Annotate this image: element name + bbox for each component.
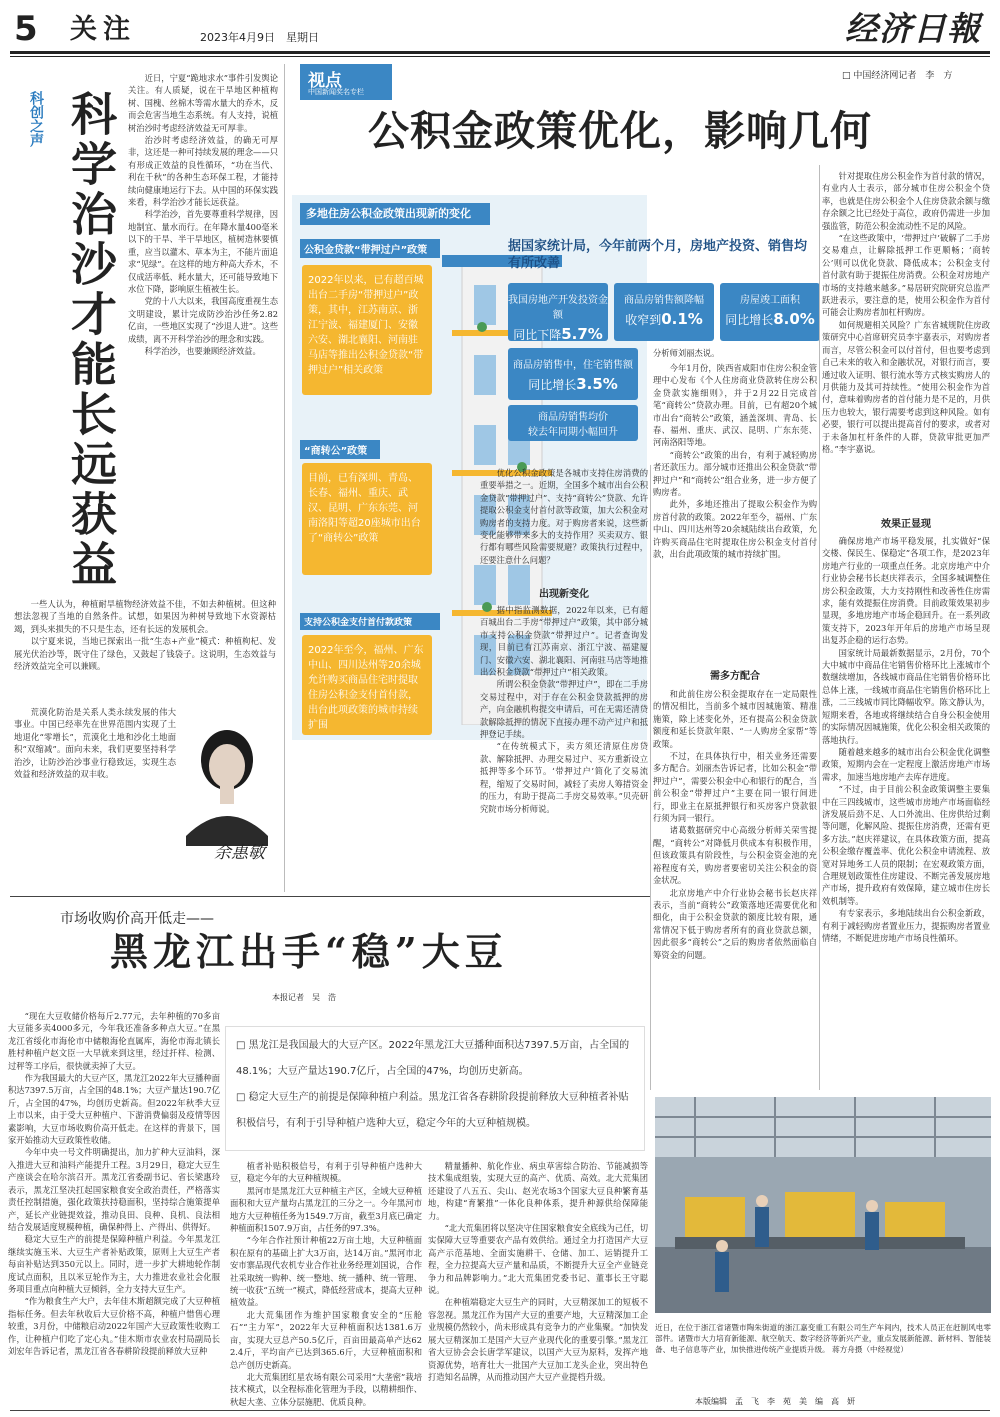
policy-author: □ 中国经济网记者 李 方 [842, 71, 953, 81]
paragraph: 所谓公积金贷款“带押过户”，即在二手房交易过程中，对于存在公积金贷款抵押的房产，向金融机构提交申请后，可在无需还清贷款解除抵押的情况下直接办理不动产过户和抵押登记手续。 [480, 679, 648, 740]
paragraph: 科学治沙，也要兼顾经济效益。 [144, 345, 261, 356]
photo-credit: 蒋方舟摄（中经视觉） [832, 1345, 909, 1354]
stat-label: 房屋竣工面积 [740, 295, 800, 306]
info-section-text: 目前，已有深圳、青岛、长春、福州、重庆、武汉、昆明、广东东莞、河南洛阳等超20座城市出台了“商转公”政策 [302, 463, 432, 575]
stat-change: 较去年同期小幅回升 [528, 427, 618, 438]
paragraph: 确保房地产市场平稳发展，扎实做好“保交楼、保民生、保稳定”各项工作，是2023年房地产行业的一项重点任务。北京房地产中介行业协会秘书长赵庆祥表示，全国多城调整住房公积金政策，大力支持刚性和改善性住房需求，能有效提振住房消费。目前政策效果初步显现，多地房地产市场企稳回升。在一系列政策支持下，2023年开年后的房地产市场呈现出复苏企稳的运行态势。 [822, 536, 990, 646]
header-rule-thin [10, 56, 990, 57]
policy-col3-body-2 [822, 535, 990, 1091]
policy-col2-body [653, 362, 817, 652]
policy-col1-body [480, 604, 648, 894]
stat-label: 我国房地产开发投资金额 [508, 295, 608, 321]
stat-label: 商品房销售中，住宅销售额 [513, 360, 633, 371]
soy-kicker: 市场收购价高开低走—— [60, 911, 214, 927]
stat-card [508, 405, 638, 441]
stat-value: 0.1% [661, 310, 703, 328]
footer-editors: 本版编辑 孟 飞 李 苑 美 编 高 妍 [695, 1397, 855, 1406]
issue-date: 2023年4月9日 星期日 [200, 31, 319, 44]
stat-card [508, 348, 638, 400]
paragraph: 有专家表示，多地陆续出台公积金新政，有利于减轻购房者置业压力，提振购房者置业情绪，不断促进房地产市场良性循环。 [822, 908, 990, 943]
policy-col3-body [822, 170, 990, 505]
page-number: 5 [14, 9, 38, 49]
info-section-title: “商转公”政策 [300, 440, 380, 459]
paragraph: 在种植端稳定大豆生产的同时，大豆精深加工的短板不容忽视。黑龙江作为国产大豆的重要产地，大豆精深加工企业规模仍然较小，尚未形成具有竞争力的产业集聚。“加快发展大豆精深加工是国产大豆产业现代化的重要引擎。”黑龙江省大豆协会会长唐学军建议，以国产大豆为原料，发挥产地资源优势，培育壮大一批国产大豆加工龙头企业，突出特色打造知名品牌，从而推动国产大豆产业提档升级。 [428, 1297, 648, 1382]
section-title: 关注 [70, 14, 136, 45]
newspaper-logo: 经济日報 [845, 9, 981, 48]
science-article-body-end [14, 706, 176, 878]
stat-change: 同比增长 [528, 378, 577, 392]
paragraph: 精量播种、航化作业、病虫草害综合防治、节能减损等技术集成组装，实现大豆的高产、优质、高效。北大荒集团还建设了八五五、尖山、赵光农场3个国家大豆良种繁育基地，构建“育繁推”一体化良种体系，提升种源供给保障能力。 [428, 1161, 648, 1221]
paragraph: 国家统计局最新数据显示，2月份，70个大中城市中商品住宅销售价格环比上涨城市个数继续增加，各线城市商品住宅销售价格环比总体上涨，一线城市商品住宅销售价格环比上涨，二三线城市同比降幅收窄。陈文静认为，短期来看，各地或将继续结合自身公积金使用的实际情况因城施策，优化公积金相关政策的落地执行。 [822, 647, 990, 745]
policy-col1-intro [480, 467, 648, 579]
viewpoint-tag [300, 64, 392, 100]
soy-article-title: 黑龙江出手“稳”大豆 [110, 929, 508, 974]
footer-rule [10, 1410, 990, 1411]
paragraph: 此外，多地还推出了提取公积金作为购房首付款的政策。2022年至今，福州、广东中山、四川达州等20余城陆续出台政策，允许购买商品住宅时提取住房公积金支付首付款，出台此项政策的城市持续扩围。 [653, 499, 817, 560]
stat-value: 3.5% [576, 375, 618, 393]
paragraph: “不过，由于目前公积金政策调整主要集中在三四线城市，这些城市房地产市场面临经济发展后劲不足、人口外流出、住房供给过剩等问题，化解风险、提振住房消费，还需有更多方法。”赵庆祥建议，在具体政策方面，提高公积金缴存覆盖率、优化公积金申请流程、放宽对异地务工人员的限制；在宏观政策方面，合理规划政策性住房建设、不断完善发展房地产市场，提升政府有效保障，建立城市住房长效机制等。 [822, 784, 990, 906]
paragraph: 诸葛数据研究中心高级分析师关荣雪提醒，“商转公”对降低月供成本有积极作用，但该政策具有阶段性，与公积金资金池的充裕程度有关，购房者要密切关注公积金的资金状况。 [653, 825, 817, 886]
section-divider [10, 896, 650, 897]
paragraph: 荒漠化防治是关系人类永续发展的伟大事业。中国已经率先在世界范围内实现了土地退化“零增长”，荒漠化土地和沙化土地面积“双缩减”。面向未来，我们更要坚持科学治沙，让防沙治沙事业行稳致远，实现生态效益和经济效益的双丰收。 [14, 707, 176, 780]
soy-summary-box [225, 1026, 645, 1151]
paragraph: 针对提取住房公积金作为首付款的情况，有业内人士表示，部分城市住房公积金个贷率，也就是住房公积金个人住房贷款余额与缴存余额之比已经处于高位，政府仍需进一步加强监管，防范公积金流动性不足的风险。 [822, 171, 990, 231]
text-line: 分析师刘丽杰说。 [653, 348, 720, 358]
paragraph: 今年1月份，陕西省咸阳市住房公积金管理中心发布《个人住房商业贷款转住房公积金贷款实施细则》，并于2月22日完成首笔“商转公”贷款办理。目前，已有超20个城市出台“商转公”政策，涵盖深圳、青岛、长春、福州、重庆、武汉、昆明、广东东莞、河南洛阳等地。 [653, 363, 817, 448]
policy-col1-top [653, 347, 817, 361]
stats-heading: 据国家统计局，今年前两个月，房地产投资、销售均有所改善 [508, 239, 808, 271]
paragraph: 和此前住房公积金提取存在一定局限性的情况相比，当前多个城市因城施策、精准施策，除上述变化外，还有提高公积金贷款额度和延长贷款年限、“一人购房全家帮”等政策。 [653, 689, 817, 749]
science-article-title: 科学治沙才能长远获益 [64, 90, 118, 590]
paragraph: 科学治沙，首先要尊重科学规律，因地制宜、量水而行。在年降水量400毫米以下的干旱、半干旱地区，植树造林要慎重，应当以灌木、草本为主，不能片面追求“见绿”。在这样的地方种高大乔木，不仅成活率低、耗水量大，还可能导致地下水位下降，影响原生植被生长。 [128, 209, 278, 294]
policy-col2-body-2 [653, 688, 817, 1088]
paragraph: “现在大豆收储价格每斤2.77元，去年种植的70多亩大豆能多卖4000多元，今年我还准备多种点大豆。”在黑龙江省绥化市海伦市中储粮海伦直属库，海伦市海北镇长胜村种植户赵文臣一大早就来到这里，经过扦样、检测、过秤等工序后，很快就卖掉了大豆。 [8, 1011, 220, 1071]
stat-change: 同比下降 [513, 328, 562, 342]
paragraph: 随着越来越多的城市出台公积金优化调整政策，短期内会在一定程度上激活房地产市场需求，加速当地房地产去库存进度。 [822, 746, 990, 782]
subheading: 效果正显现 [881, 519, 931, 530]
soy-col3 [428, 1160, 648, 1410]
paragraph: “今年合作社预计种植22万亩土地，大豆种植面积在原有的基础上扩大3万亩，达14万亩。”黑河市北安市寨品现代农机专业合作社业务经理刘国说，合作社采取统一购种、统一整地、统一播种、统一管理、统一收获“五统一”模式，降低经营成本，提高大豆种植效益。 [230, 1235, 422, 1308]
soy-col1 [8, 1010, 220, 1410]
paragraph: 以宁夏来说，当地已探索出一批“生态+产业”模式：种植枸杞、发展光伏治沙等，既守住了绿色，又鼓起了钱袋子。这说明，生态效益与经济效益完全可以兼顾。 [14, 636, 276, 672]
paragraph: 党的十八大以来，我国高度重视生态文明建设，累计完成防沙治沙任务2.82亿亩，一些地区实现了“沙退人进”。这些成绩，离不开科学治沙的理念和实践。 [128, 296, 278, 344]
caption-text: 近日，在位于浙江省诸暨市陶朱街道的浙江嘉变重工有限公司生产车间内，技术人员正在赶制风电零部件。诸暨市大力培育新能源、航空航天、数字经济等新兴产业，重点发展新能源、新材料、智能装备、电子信息等产业，加快推进传统产业提质升级。 [655, 1323, 991, 1354]
stat-change: 同比增长 [725, 313, 774, 327]
paragraph: 治沙时考虑经济效益，的确无可厚非，这还是一种可持续发展的理念——只有形成正效益的良性循环，“功在当代、利在千秋”的各种生态环保工程，才能持续向健康地运行下去。从中国的环保实践来看，科学治沙才能长远获益。 [128, 135, 278, 208]
policy-article-title: 公积金政策优化，影响几何 [368, 107, 872, 155]
summary-item: □ 黑龙江是我国最大的大豆产区。2022年黑龙江大豆播种面积达7397.5万亩，占全国的48.1%；大豆产量达190.7亿斤，占全国的47%，均创历史新高。 [236, 1040, 630, 1077]
paragraph: 今年中央一号文件明确提出，加力扩种大豆油料，深入推进大豆和油料产能提升工程。3月29日，稳定大豆生产座谈会在哈尔滨召开。黑龙江省委副书记、省长梁惠玲表示，黑龙江坚决扛起国家粮食安全政治责任，严格落实责任控制措施，强化政策扶持稳面积，坚持综合施策提单产，延长产业链提效益，推动良田、良种、良机、良法相结合发展适度规模种植，确保种得上、产得出、供得好。 [8, 1147, 220, 1232]
stat-value: 8.0% [773, 310, 815, 328]
paragraph: 如何规避相关风险？广东省城规院住房政策研究中心首席研究员李宇嘉表示，对购房者而言，尽管公积金可以付首付，但也要考虑到自己未来的收入和金融状况，对银行而言，要通过收入证明、银行流水等方式核实购房人的月供能力及其可持续性。“使用公积金作为首付，意味着购房者的首付能力是不足的，月供压力也较大，银行需要考虑到这种风险。如有必要，银行可以提出提高首付的要求，或者对于未备加杠杆条件的人群，贷款审批更加严格。”李宇嘉说。 [822, 319, 990, 454]
stat-card [508, 283, 608, 341]
stat-value: 5.7% [561, 325, 603, 343]
stat-label: 商品房销售额降幅 [624, 295, 704, 306]
column-divider [650, 465, 651, 1090]
paragraph: 北京房地产中介行业协会秘书长赵庆祥表示，当前“商转公”政策落地还需要优化和细化，由于公积金贷款的额度比较有限，通常情况下低于购房者所有的商业贷款总额，因此很多“商转公”之后的购房者依然面临自筹资金的问题。 [653, 887, 817, 960]
header-rule [10, 51, 990, 54]
photo-caption [655, 1322, 991, 1355]
info-section-title: 支持公积金支付首付款政策 [300, 613, 440, 630]
paragraph: “作为粮食生产大户，去年佳木斯超额完成了大豆种植指标任务。但去年秋收后大豆价格不高，种植户惜售心理较重，3月份，中储粮启动2022年国产大豆政策性收购工作，让种植户们吃了定心丸。”佳木斯市农业农村局副局长刘宏年告诉记者，黑龙江省各春耕阶段提前释放大豆种 [8, 1296, 220, 1356]
paragraph: 黑河市是黑龙江大豆种植主产区，全域大豆种植面积和大豆产量均占黑龙江的三分之一。今年黑河市地方大豆种植任务为1549.7万亩，截至3月底已确定种植面积1507.9万亩，占任务的97.3%。 [230, 1185, 422, 1234]
stat-card [720, 283, 820, 341]
subheading: 需多方配合 [710, 671, 760, 682]
paragraph: 北大荒集团作为维护国家粮食安全的“压舱石”“主力军”，2022年大豆种植面积达1381.6万亩，实现大豆总产50.5亿斤，百亩田最高单产达622.4斤，平均亩产已达到365.6斤，大豆种植面积和总产创历史新高。 [230, 1309, 422, 1370]
stat-change: 收窄到 [625, 313, 662, 327]
science-article-body-bottom [14, 598, 276, 703]
paragraph: 优化公积金政策是各城市支持住房消费的重要举措之一。近期，全国多个城市出台公积金贷款“带押过户”、支持“商转公”贷款、允许提取公积金支付首付款等政策，加大公积金对购房者的支持力度。对于购房者来说，这些新变化能够带来多大的支持作用？买卖双方、银行都有哪些风险需要规避？政策执行过程中，还要注意什么问题？ [480, 468, 648, 565]
paragraph: “在这些政策中，‘带押过户’破解了二手房交易难点，让解除抵押工作更顺畅；‘商转公’则可以优化贷款、降低成本；公积金支付首付款有助于提振住房消费。公积金对房地产市场的支持越来越多。”易居研究院研究总监严跃进表示，要注意的是，使用公积金作为首付可能会让购房者加杠杆购房。 [822, 233, 990, 318]
info-section-text: 2022年至今，福州、广东中山、四川达州等20余城允许购买商品住宅时提取住房公积金支付首付款，出台此项政策的城市持续扩围 [302, 635, 432, 735]
info-section-title: 公积金贷款“带押过户”政策 [300, 239, 440, 258]
soy-col2 [230, 1160, 422, 1410]
paragraph: 植者补贴积极信号，有利于引导种植户选种大豆，稳定今年的大豆种植规模。 [230, 1161, 422, 1184]
info-section-text: 2022年以来，已有超百城出台二手房“带押过户”政策，其中，江苏南京、浙江宁波、福建厦门、安徽六安、湖北襄阳、河南驻马店等推出公积金贷款“带押过户”相关政策 [302, 265, 432, 395]
soy-author: 本报记者 吴 浩 [272, 993, 336, 1002]
author-signature: 余惠敏 [214, 843, 265, 863]
science-article-body-right [128, 72, 278, 602]
paragraph: 稳定大豆生产的前提是保障种植户利益。今年黑龙江继续实施玉米、大豆生产者补贴政策，原则上大豆生产者每亩补贴达到350元以上。同时，进一步扩大耕地轮作制度试点面积，且以米豆轮作为主，大力推进农业社会化服务项目重点向种植大豆倾斜，全力支持大豆生产。 [8, 1234, 220, 1294]
summary-item: □ 稳定大豆生产的前提是保障种植户利益。黑龙江省各春耕阶段提前释放大豆种植者补贴积极信号，有利于引导种植户选种大豆，稳定今年的大豆种植规模。 [236, 1092, 629, 1129]
paragraph: “北大荒集团将以坚决守住国家粮食安全底线为己任，切实保障大豆等重要农产品有效供给。通过全力打造国产大豆高产示范基地、全面实施耕干、仓储、加工、运销提升工程，全力拉提高大豆产量和品质，不断提升大豆全产业链竞争力和品牌影响力。”北大荒集团党委书记、董事长王守聪说。 [428, 1223, 648, 1296]
paragraph: 一些人认为，种植耐旱植物经济效益不佳，不如去种植树。但这种想法忽视了当地的自然条件。试想，如果因为种树导致地下水资源枯竭，到头来损失的不只是生态，还有长远的发展机会。 [14, 599, 276, 634]
paragraph: 近日，宁夏“跪地求水”事件引发舆论关注。有人质疑，说在干旱地区种植枸树、国槐、丝棉木等需水量大的乔木，反而会危害当地生态系统。有人支持，说植树治沙时考虑经济效益无可厚非。 [128, 73, 278, 133]
paragraph: 作为我国最大的大豆产区，黑龙江2022年大豆播种面积达7397.5万亩，占全国的48.1%；大豆产量达190.7亿斤，占全国的47%，均创历史新高。但2022年秋季大豆上市以来，由于受大豆种植户、下游消费偏弱及疫情等因素影响，大豆市场收购价高开低走。在这样的背景下，国家开始推动大豆政策性收储。 [8, 1073, 220, 1146]
paragraph: 据中指监测数据，2022年以来，已有超百城出台二手房“带押过户”政策，其中部分城市支持公积金贷款“带押过户”。记者查询发现，目前已有江苏南京、浙江宁波、福建厦门、安徽六安、湖北襄阳、河南驻马店等地推出公积金贷款“带押过户”相关政策。 [480, 605, 648, 678]
column-tag: 科创之声 [10, 72, 44, 162]
column-divider [284, 64, 285, 892]
factory-photo [655, 1097, 991, 1313]
viewpoint-tag-sub: 中国新闻奖名专栏 [308, 88, 364, 96]
paragraph: “在传统模式下，卖方须还清原住房贷款、解除抵押、办理交易过户、买方重新设立抵押等多个环节。‘带押过户’简化了交易流程，缩短了交易时间，减轻了卖房人筹措资金的压力，有助于提高二手房交易效率。”贝壳研究院市场分析师说。 [480, 741, 648, 814]
viewpoint-tag-main: 视点 [308, 71, 342, 91]
stat-label: 商品房销售均价 [538, 412, 608, 423]
info-graphic-heading: 多地住房公积金政策出现新的变化 [300, 203, 490, 225]
paragraph: 北大荒集团红星农场有限公司采用“大垄密”栽培技术模式，以全程标准化管理为手段，以精耕细作、秋起大垄、立体分层施肥、优质良种。 [230, 1371, 422, 1407]
subheading: 出现新变化 [539, 589, 589, 600]
paragraph: 不过，在具体执行中，相关业务还需要多方配合。刘丽杰告诉记者，比如公积金“带押过户”，需要公积金中心和银行的配合，当前公积金“带押过户”主要在同一银行间进行，即业主在原抵押银行和买房客户贷款银行须为同一银行。 [653, 751, 817, 824]
column-divider [819, 165, 820, 1090]
stat-card [614, 283, 714, 341]
paragraph: “商转公”政策的出台，有利于减轻购房者还款压力。部分城市还推出公积金贷款“带押过户”和“商转公”组合业务，进一步方便了购房者。 [653, 449, 817, 498]
